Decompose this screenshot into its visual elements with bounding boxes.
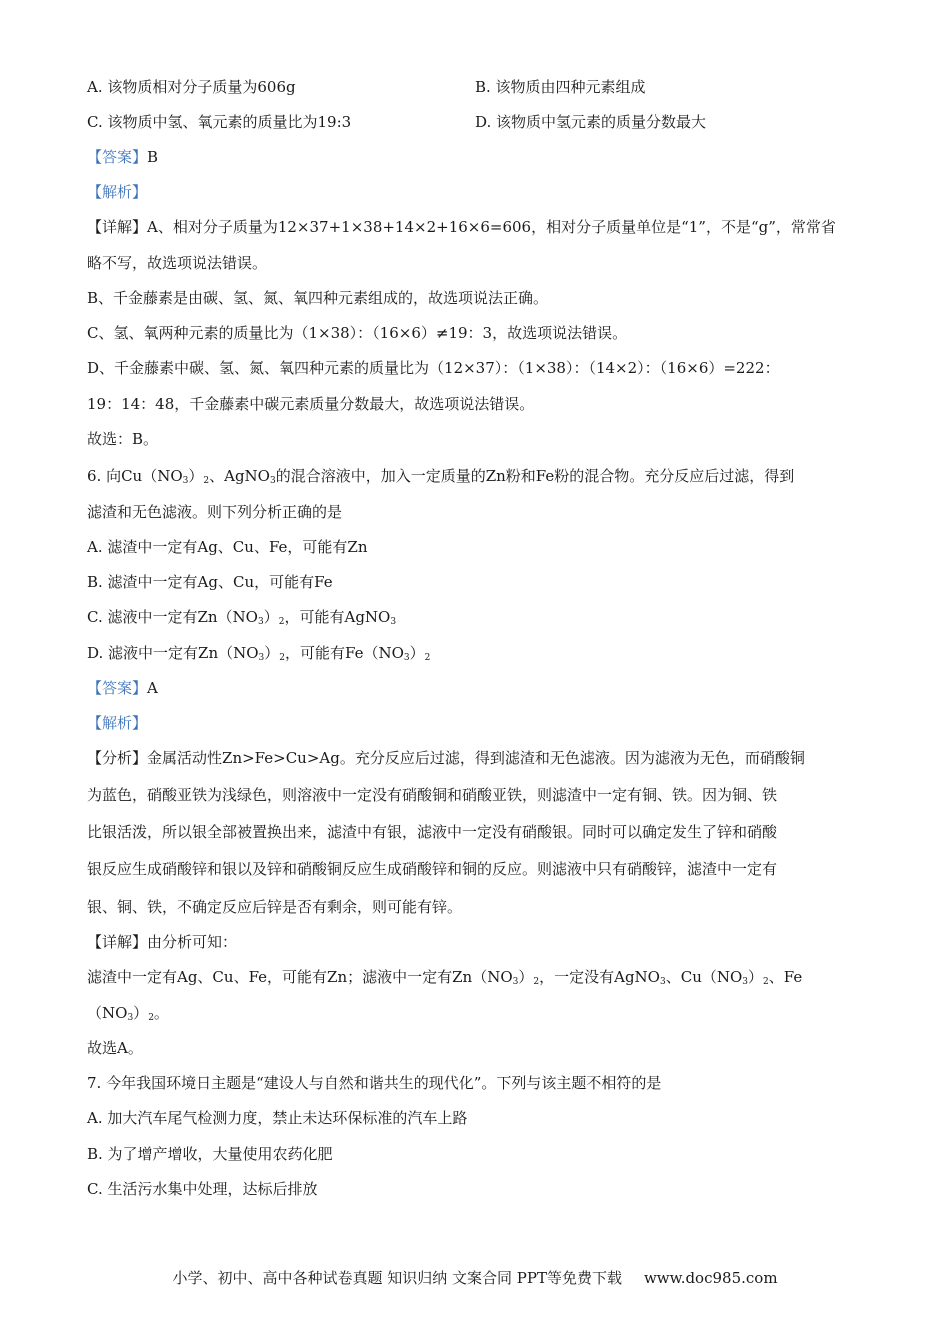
text-run: ） — [409, 644, 425, 662]
subscript: 3 — [512, 977, 519, 987]
q5-option-d: D. 该物质中氢元素的质量分数最大 — [475, 113, 707, 131]
text-run: ，可能有Fe（NO — [285, 644, 404, 662]
analysis-label: 【解析】 — [87, 714, 148, 732]
subscript: 3 — [659, 977, 666, 987]
subscript: 2 — [278, 617, 285, 627]
q5-detail-line-2: 略不写，故选项说法错误。 — [87, 254, 268, 272]
text-run: 6. 向Cu（NO — [87, 467, 183, 485]
q7-option-c: C. 生活污水集中处理，达标后排放 — [87, 1180, 318, 1198]
q5-detail-c: C、氢、氧两种元素的质量比为（1×38）：（16×6）≠19：3，故选项说法错误。 — [87, 324, 628, 342]
q7-option-a: A. 加大汽车尾气检测力度，禁止未达环保标准的汽车上路 — [87, 1109, 468, 1127]
q6-analysis-label — [87, 713, 147, 733]
q6-detail-line-2 — [87, 1003, 169, 1023]
q5-detail-line-1 — [87, 217, 836, 237]
q5-detail-b: B、千金藤素是由碳、氢、氮、氧四种元素组成的，故选项说法正确。 — [87, 289, 549, 307]
q6-fenxi-line-2: 为蓝色，硝酸亚铁为浅绿色，则溶液中一定没有硝酸铜和硝酸亚铁，则滤渣中一定有铜、铁。因为铜、铁 — [87, 786, 778, 804]
q5-analysis-label — [87, 182, 147, 202]
subscript: 2 — [148, 1013, 154, 1023]
text-run: 、AgNO — [209, 467, 270, 485]
subscript: 2 — [763, 977, 769, 987]
q5-option-a: A. 该物质相对分子质量为606g — [87, 78, 296, 96]
text-run: 、Fe — [768, 968, 803, 986]
q6-fenxi-line-4: 银反应生成硝酸锌和银以及锌和硝酸铜反应生成硝酸锌和铜的反应。则滤液中只有硝酸锌，滤渣中一定有 — [87, 860, 778, 878]
q5-answer — [87, 147, 158, 167]
subscript: 3 — [269, 476, 276, 486]
text-run: C. 滤液中一定有Zn（NO — [87, 608, 258, 626]
footer-url[interactable]: www.doc985.com — [643, 1269, 778, 1287]
text-run: ） — [188, 467, 204, 485]
text-run: ） — [263, 608, 279, 626]
q6-detail — [87, 932, 237, 952]
detail-text: 由分析可知： — [147, 933, 238, 951]
text-run: 滤渣中一定有Ag、Cu、Fe，可能有Zn；滤液中一定有Zn（NO — [87, 968, 513, 986]
subscript: 3 — [742, 977, 749, 987]
detail-text: A、相对分子质量为12×37+1×38+14×2+16×6=606，相对分子质量单位是“1”，不是“g”，常常省 — [147, 218, 836, 236]
text-run: ） — [518, 968, 534, 986]
subscript: 3 — [390, 617, 397, 627]
subscript: 2 — [203, 476, 210, 486]
q6-option-b: B. 滤渣中一定有Ag、Cu，可能有Fe — [87, 573, 333, 591]
q5-detail-d1: D、千金藤素中碳、氢、氮、氧四种元素的质量比为（12×37）：（1×38）：（14×2）：（16×6）=222： — [87, 359, 780, 377]
text-run: ，可能有AgNO — [284, 608, 391, 626]
page-footer — [0, 1268, 950, 1288]
detail-label: 【详解】 — [87, 933, 148, 951]
q6-fenxi-line-1 — [87, 748, 805, 768]
subscript: 3 — [258, 617, 264, 627]
answer-label: 【答案】 — [87, 679, 148, 697]
answer-value: A — [147, 679, 158, 697]
q7-option-b: B. 为了增产增收，大量使用农药化肥 — [87, 1145, 333, 1163]
subscript: 2 — [279, 653, 286, 663]
subscript: 3 — [258, 653, 265, 663]
q6-answer — [87, 678, 158, 698]
q5-conclusion: 故选：B。 — [87, 430, 159, 448]
q6-detail-line-1 — [87, 967, 802, 987]
subscript: 2 — [533, 977, 540, 987]
text-run: 。 — [153, 1004, 169, 1022]
q6-stem-line-1 — [87, 466, 794, 486]
q6-option-c — [87, 607, 396, 627]
analysis-label: 【解析】 — [87, 183, 148, 201]
text-run: 、Cu（NO — [665, 968, 743, 986]
q7-stem: 7. 今年我国环境日主题是“建设人与自然和谐共生的现代化”。下列与该主题不相符的是 — [87, 1074, 662, 1092]
text-run: ） — [264, 644, 280, 662]
answer-value: B — [147, 148, 159, 166]
text-run: （NO — [87, 1004, 128, 1022]
text-run: D. 滤液中一定有Zn（NO — [87, 644, 259, 662]
text-run: ，一定没有AgNO — [539, 968, 660, 986]
q6-option-a: A. 滤渣中一定有Ag、Cu、Fe，可能有Zn — [87, 538, 368, 556]
detail-label: 【详解】 — [87, 218, 148, 236]
text-run: 的混合溶液中，加入一定质量的Zn粉和Fe粉的混合物。充分反应后过滤，得到 — [275, 467, 795, 485]
subscript: 3 — [403, 653, 410, 663]
subscript: 3 — [127, 1013, 134, 1023]
fenxi-label: 【分析】 — [87, 749, 148, 767]
q5-option-c: C. 该物质中氢、氧元素的质量比为19:3 — [87, 113, 352, 131]
fenxi-text: 金属活动性Zn>Fe>Cu>Ag。充分反应后过滤，得到滤渣和无色滤液。因为滤液为无色，而硝酸铜 — [147, 749, 805, 767]
footer-text: 小学、初中、高中各种试卷真题 知识归纳 文案合同 PPT等免费下载 — [172, 1269, 622, 1287]
answer-label: 【答案】 — [87, 148, 148, 166]
q6-fenxi-line-5: 银、铜、铁，不确定反应后锌是否有剩余，则可能有锌。 — [87, 898, 463, 916]
q6-stem-line-2: 滤渣和无色滤液。则下列分析正确的是 — [87, 503, 343, 521]
text-run: ） — [748, 968, 764, 986]
text-run: ） — [133, 1004, 149, 1022]
q6-fenxi-line-3: 比银活泼，所以银全部被置换出来，滤渣中有银，滤液中一定没有硝酸银。同时可以确定发生了锌和硝酸 — [87, 823, 778, 841]
q5-detail-d2: 19：14：48，千金藤素中碳元素质量分数最大，故选项说法错误。 — [87, 395, 535, 413]
q6-conclusion: 故选A。 — [87, 1039, 143, 1057]
q6-option-d — [87, 643, 430, 663]
subscript: 2 — [424, 653, 431, 663]
q5-option-b: B. 该物质由四种元素组成 — [475, 78, 646, 96]
subscript: 3 — [182, 476, 189, 486]
